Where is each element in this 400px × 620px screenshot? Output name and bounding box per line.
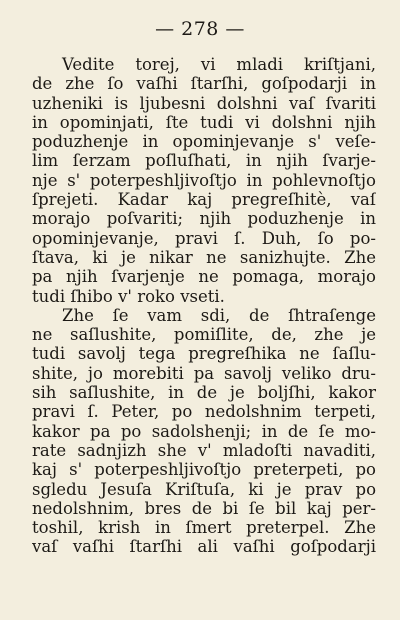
text-line: nedolshnim, bres de bi ſe bil kaj per- <box>32 498 376 518</box>
text-line: ne saſlushite, pomiſlite, de, zhe je <box>32 325 376 345</box>
page-number: — 278 — <box>155 18 245 40</box>
text-line: sih saſlushite, in de je boljſhi, kakor <box>32 383 376 403</box>
text-line: tudi ſhibo v' roko vseti. <box>32 286 225 306</box>
text-line: in opominjati, ſte tudi vi dolshni njih <box>32 112 376 132</box>
text-line: vaſ vaſhi ſtarſhi ali vaſhi goſpodarji <box>32 537 376 557</box>
text-line: nje s' poterpeshljivoſtjo in pohlevnoſtjo <box>32 170 376 190</box>
text-line: pravi ſ. Peter, po nedolshnim terpeti, <box>32 402 376 422</box>
text-line: opominjevanje, pravi ſ. Duh, ſo po- <box>32 228 376 248</box>
text-line: tudi savolj tega pregreſhika ne ſaſlu- <box>32 344 376 364</box>
body-text <box>32 55 376 557</box>
text-line: lim ſerzam poſluſhati, in njih ſvarje- <box>32 151 376 171</box>
text-line: ſprejeti. Kadar kaj pregreſhitè, vaſ <box>32 190 376 210</box>
text-line: Vedite torej, vi mladi kriſtjani, <box>62 55 376 74</box>
text-line: morajo poſvariti; njih poduzhenje in <box>32 209 376 229</box>
text-line: rate sadnjizh she v' mladoſti navaditi, <box>32 440 376 460</box>
text-line: toshil, krish in ſmert preterpel. Zhe <box>32 518 376 538</box>
text-line: shite, jo morebiti pa savolj veliko dru- <box>32 363 376 383</box>
text-line: kakor pa po sadolshenji; in de ſe mo- <box>32 421 376 441</box>
text-line: pa njih ſvarjenje ne pomaga, morajo <box>32 267 376 287</box>
text-line: Zhe ſe vam sdi, de ſhtraſenge <box>62 305 376 325</box>
text-line: ſtava, ki je nikar ne sanizhujte. Zhe <box>32 247 376 267</box>
text-line: poduzhenje in opominjevanje s' veſe- <box>32 132 376 152</box>
text-line: uzheniki is ljubesni dolshni vaſ ſvariti <box>32 93 376 113</box>
text-line: de zhe ſo vaſhi ſtarſhi, goſpodarji in <box>32 74 376 94</box>
text-line: kaj s' poterpeshljivoſtjo preterpeti, po <box>32 460 376 480</box>
text-line: sgledu Jesuſa Kriſtuſa, ki je prav po <box>32 479 376 499</box>
